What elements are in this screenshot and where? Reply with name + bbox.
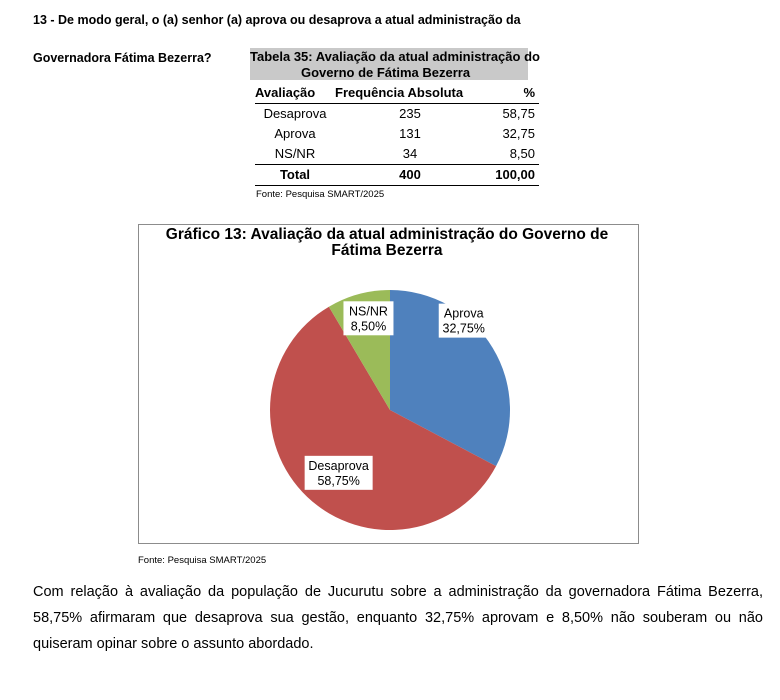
summary-paragraph: Com relação à avaliação da população de Jucurutu sobre a administração da governadora Fátima Bezerra, 58,75% afirmaram que desaprova sua gestão, enquanto 32,75% aprovam e 8,50% não souberam ou não quiseram opinar sobre o assunto abordado. [33,584,763,652]
table-source: Fonte: Pesquisa SMART/2025 [256,189,385,200]
chart-title-line-1: Gráfico 13: Avaliação da atual administração do Governo de [165,226,609,243]
question-line-1: 13 - De modo geral, o (a) senhor (a) aprova ou desaprova a atual administração da [33,13,521,27]
header-frequencia: Frequência Absoluta [335,83,485,104]
header-percent: % [485,83,539,104]
pie-label-aprova [439,304,489,338]
pie-label-desaprova [305,456,373,490]
cell-frequency: 131 [399,126,421,141]
cell-total-percent: 100,00 [485,165,539,186]
pie-label-name: Aprova [443,306,484,321]
cell-percent: 32,75 [502,126,535,141]
pie-label-value: 32,75% [442,321,485,336]
pie-label-nsnr [343,301,393,335]
cell-total-label: Total [255,165,335,186]
table-caption-line-2: Governo de Fátima Bezerra [301,65,471,80]
cell-frequency: 235 [399,106,421,121]
chart-source: Fonte: Pesquisa SMART/2025 [138,555,267,566]
question-line-2: Governadora Fátima Bezerra? [33,51,212,65]
header-avaliacao: Avaliação [255,83,335,104]
pie-label-value: 58,75% [317,473,360,488]
cell-percent: 58,75 [502,106,535,121]
chart-title-line-2: Fátima Bezerra [331,242,443,259]
cell-label: Desaprova [263,106,327,121]
pie-label-name: Desaprova [308,458,369,473]
cell-label: NS/NR [274,146,316,161]
cell-percent: 8,50 [509,146,535,161]
pie-label-value: 8,50% [350,319,387,334]
cell-total-frequency: 400 [335,165,485,186]
cell-frequency: 34 [402,146,418,161]
cell-label: Aprova [274,126,316,141]
pie-label-name: NS/NR [349,304,388,319]
table-caption-line-1: Tabela 35: Avaliação da atual administração do [250,49,540,64]
